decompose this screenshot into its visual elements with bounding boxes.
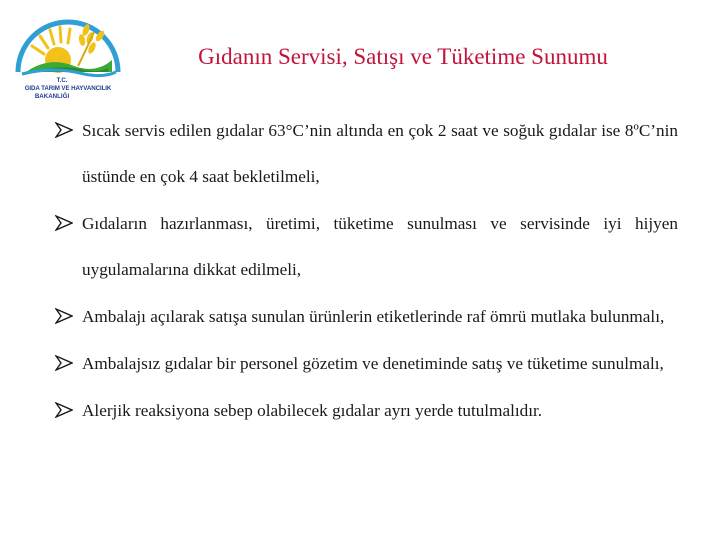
list-item-text: Ambalajı açılarak satışa sunulan ürünlerin etiketlerinde raf ömrü mutlaka bulunmalı,: [82, 307, 665, 326]
list-item: [52, 341, 678, 387]
list-item: [52, 201, 678, 293]
list-item-text: Alerjik reaksiyona sebep olabilecek gıdalar ayrı yerde tutulmalıdır.: [82, 401, 543, 420]
list-item: [52, 108, 678, 200]
list-item-text: Ambalajsız gıdalar bir personel gözetim ve denetiminde satış ve tüketime sunulmalı,: [82, 354, 664, 373]
bullet-list: [52, 108, 678, 435]
arrow-bullet-icon: [55, 402, 73, 418]
list-item: [52, 388, 678, 434]
list-item-text: Gıdaların hazırlanması, üretimi, tüketime sunulması ve servisinde iyi hijyen uygulamalarına dikkat edilmeli,: [82, 214, 678, 279]
list-item-text: Sıcak servis edilen gıdalar 63°C’nin altında en çok 2 saat ve soğuk gıdalar ise 8ºC’nin üstünde en çok 4 saat bekletilmeli,: [82, 121, 678, 186]
logo-tc-label: T.C.: [56, 78, 68, 84]
page-title: Gıdanın Servisi, Satışı ve Tüketime Sunumu: [198, 44, 608, 69]
arrow-bullet-icon: [55, 355, 73, 371]
list-item: [52, 294, 678, 340]
arrow-bullet-icon: [55, 122, 73, 138]
logo-ministry-name: GIDA TARIM VE HAYVANCILIK: [24, 85, 112, 92]
logo-ministry-suffix: BAKANLIĞI: [34, 93, 70, 100]
arrow-bullet-icon: [55, 215, 73, 231]
ministry-emblem-icon: [4, 10, 132, 80]
ministry-logo: [4, 10, 132, 114]
arrow-bullet-icon: [55, 308, 73, 324]
